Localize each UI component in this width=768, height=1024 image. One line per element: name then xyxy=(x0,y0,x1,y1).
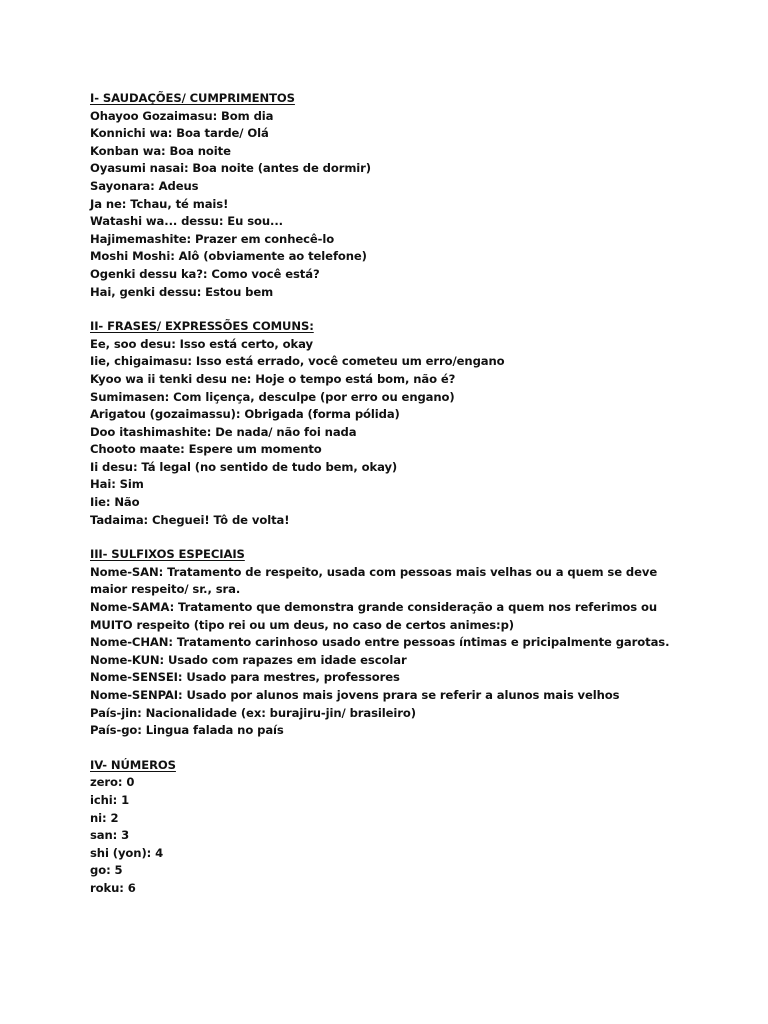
number-line: go: 5 xyxy=(90,863,123,878)
phrase-line: Nome-SAN: Tratamento de respeito, usada com pessoas mais velhas ou a quem se deve maior respeito/ sr., sra. xyxy=(90,564,658,597)
phrase-line: Moshi Moshi: Alô (obviamente ao telefone) xyxy=(90,249,367,264)
phrase-line: Oyasumi nasai: Boa noite (antes de dormir) xyxy=(90,161,371,176)
phrase-line: Kyoo wa ii tenki desu ne: Hoje o tempo está bom, não é? xyxy=(90,371,456,386)
phrase-line: Iie: Não xyxy=(90,495,140,510)
section-heading: IV- NÚMEROS xyxy=(90,757,176,772)
section-frases xyxy=(90,318,690,529)
phrase-line: Sayonara: Adeus xyxy=(90,178,199,193)
section-numeros xyxy=(90,757,690,898)
phrase-line: Konnichi wa: Boa tarde/ Olá xyxy=(90,126,269,141)
number-line: shi (yon): 4 xyxy=(90,845,164,860)
phrase-line: País-go: Lingua falada no país xyxy=(90,723,284,738)
phrase-line: Hajimemashite: Prazer em conhecê-lo xyxy=(90,231,335,246)
section-heading: II- FRASES/ EXPRESSÕES COMUNS: xyxy=(90,319,314,334)
section-heading: III- SULFIXOS ESPECIAIS xyxy=(90,547,245,562)
number-line: ni: 2 xyxy=(90,810,119,825)
phrase-line: Ohayoo Gozaimasu: Bom dia xyxy=(90,108,274,123)
phrase-line: Sumimasen: Com liçença, desculpe (por erro ou engano) xyxy=(90,389,455,404)
phrase-line: Ee, soo desu: Isso está certo, okay xyxy=(90,336,313,351)
phrase-line: Nome-KUN: Usado com rapazes em idade escolar xyxy=(90,652,407,667)
phrase-line: Iie, chigaimasu: Isso está errado, você cometeu um erro/engano xyxy=(90,354,505,369)
phrase-line: Nome-SENPAI: Usado por alunos mais jovens prara se referir a alunos mais velhos xyxy=(90,688,620,702)
phrase-line: Nome-SENSEI: Usado para mestres, professores xyxy=(90,670,400,685)
phrase-line: País-jin: Nacionalidade (ex: burajiru-jin/ brasileiro) xyxy=(90,705,416,720)
phrase-line: Ii desu: Tá legal (no sentido de tudo bem, okay) xyxy=(90,459,398,474)
section-heading: I- SAUDAÇÕES/ CUMPRIMENTOS xyxy=(90,91,295,105)
document-page xyxy=(90,90,690,898)
phrase-line: Hai, genki dessu: Estou bem xyxy=(90,284,274,299)
phrase-line: Konban wa: Boa noite xyxy=(90,143,231,158)
number-line: san: 3 xyxy=(90,828,130,843)
phrase-line: Arigatou (gozaimassu): Obrigada (forma pólida) xyxy=(90,407,400,422)
phrase-line: Hai: Sim xyxy=(90,477,144,492)
section-sufixos xyxy=(90,546,690,740)
phrase-line: Watashi wa... dessu: Eu sou... xyxy=(90,214,283,229)
phrase-line: Tadaima: Cheguei! Tô de volta! xyxy=(90,512,290,527)
phrase-line: Doo itashimashite: De nada/ não foi nada xyxy=(90,424,357,439)
number-line: roku: 6 xyxy=(90,880,136,895)
number-line: zero: 0 xyxy=(90,775,135,790)
section-saudacoes xyxy=(90,90,690,301)
phrase-line: Nome-SAMA: Tratamento que demonstra grande consideração a quem nos referimos ou MUITO respeito (tipo rei ou um deus, no caso de certos animes:p) xyxy=(90,600,658,632)
phrase-line: Ogenki dessu ka?: Como você está? xyxy=(90,266,320,281)
phrase-line: Ja ne: Tchau, té mais! xyxy=(90,196,229,211)
phrase-line: Chooto maate: Espere um momento xyxy=(90,442,322,457)
phrase-line: Nome-CHAN: Tratamento carinhoso usado entre pessoas íntimas e pricipalmente garotas. xyxy=(90,635,670,650)
number-line: ichi: 1 xyxy=(90,792,130,807)
